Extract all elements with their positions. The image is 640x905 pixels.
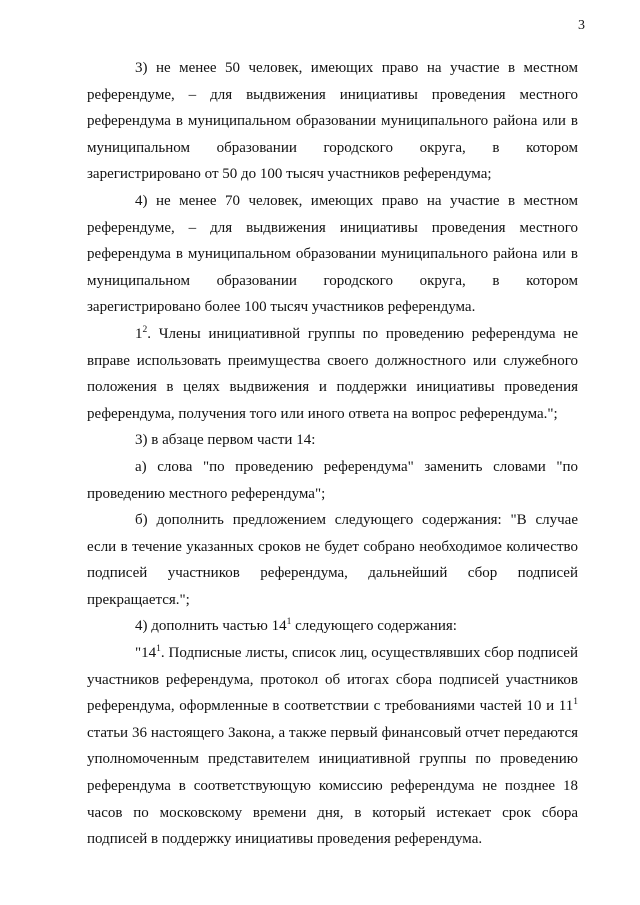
part-number: 1 [135, 325, 143, 342]
part-number-superscript: 2 [142, 324, 148, 335]
part-14-prefix: "14 [135, 645, 157, 662]
part-11-superscript: 1 [573, 697, 578, 708]
amendment-4-superscript: 1 [286, 617, 292, 628]
part-14-superscript: 1 [156, 644, 161, 655]
page-number: 3 [578, 18, 585, 33]
part-14-text-1: . Подписные листы, список лиц, осуществлявших сбор подписей участников референдума, протокол об итогах сбора подписей участников референдума, оформленные в соответствии с требованиями частей 10 и 11 [87, 645, 578, 715]
amendment-4-prefix: 4) дополнить частью 14 [135, 618, 287, 635]
document-body [87, 55, 578, 853]
paragraph-part-14-1 [87, 640, 578, 853]
paragraph-amendment-4 [87, 613, 578, 640]
paragraph-subitem-b: б) дополнить предложением следующего содержания: "В случае если в течение указанных сроков не будет собрано необходимое количество подписей участников референдума, дальнейший сбор подписей прекращается."; [87, 512, 578, 608]
paragraph-subitem-a: а) слова "по проведению референдума" заменить словами "по проведению местного референдума"; [87, 458, 578, 502]
paragraph-part-1-2 [87, 321, 578, 427]
paragraph-amendment-3: 3) в абзаце первом части 14: [135, 432, 316, 449]
amendment-4-suffix: следующего содержания: [291, 618, 457, 635]
paragraph-item-3: 3) не менее 50 человек, имеющих право на участие в местном референдуме, – для выдвижения инициативы проведения местного референдума в муниципальном образовании муниципального района или в муниципальном образовании городского округа, в котором зарегистрировано от 50 до 100 тысяч участников референдума; [87, 60, 578, 183]
part-text: . Члены инициативной группы по проведению референдума не вправе использовать преимущества своего должностного или служебного положения в целях выдвижения и поддержки инициативы проведения референдума, получения того или иного ответа на вопрос референдума."; [87, 325, 578, 422]
paragraph-item-4: 4) не менее 70 человек, имеющих право на участие в местном референдуме, – для выдвижения инициативы проведения местного референдума в муниципальном образовании муниципального района или в муниципальном образовании городского округа, в котором зарегистрировано более 100 тысяч участников референдума. [87, 192, 578, 316]
part-14-text-2: статьи 36 настоящего Закона, а также первый финансовый отчет передаются уполномоченным представителем инициативной группы по проведению референдума в соответствующую комиссию референдума не позднее 18 часов по московскому времени дня, в который истекает срок сбора подписей в поддержку инициативы проведения референдума. [87, 724, 578, 848]
